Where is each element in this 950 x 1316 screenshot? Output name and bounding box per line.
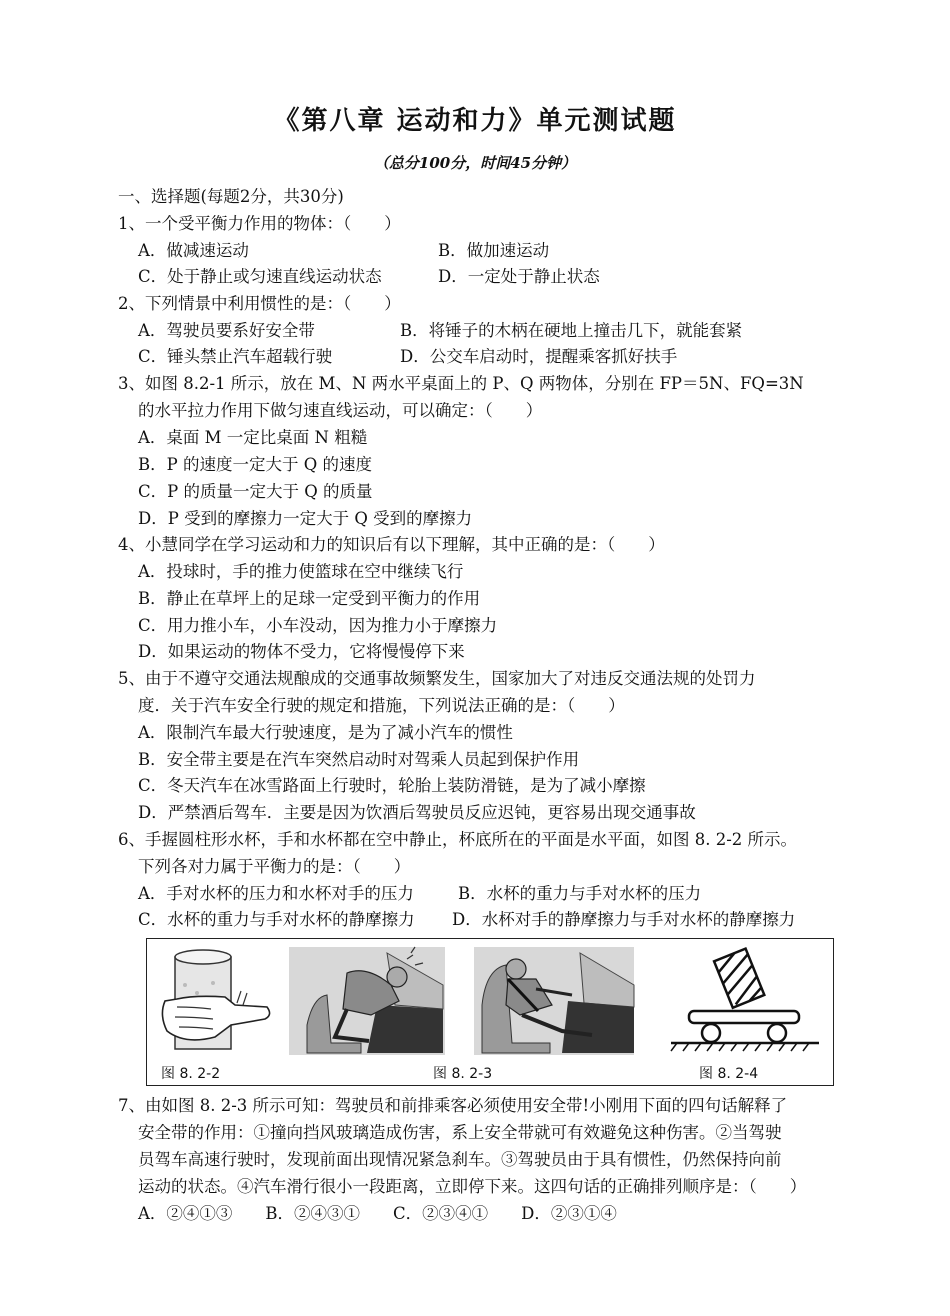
question-3-option-c: C．P 的质量一定大于 Q 的质量 bbox=[138, 482, 373, 501]
question-6-option-a: A．手对水杯的压力和水杯对手的压力 bbox=[138, 884, 414, 903]
question-4-stem: 4、小慧同学在学习运动和力的知识后有以下理解，其中正确的是：（ ） bbox=[118, 535, 665, 554]
question-5-option-c: C．冬天汽车在冰雪路面上行驶时，轮胎上装防滑链，是为了减小摩擦 bbox=[138, 776, 646, 795]
question-7-line-2: 安全带的作用：①撞向挡风玻璃造成伤害，系上安全带就可有效避免这种伤害。②当驾驶 bbox=[138, 1123, 782, 1142]
question-6-option-c: C．水杯的重力与手对水杯的静摩擦力 bbox=[138, 910, 415, 929]
question-2-stem: 2、下列情景中利用惯性的是：（ ） bbox=[118, 294, 401, 313]
question-1-option-a: A．做减速运动 bbox=[138, 241, 249, 260]
question-4-option-d: D．如果运动的物体不受力，它将慢慢停下来 bbox=[138, 642, 465, 661]
question-5-stem-line-2: 度．关于汽车安全行驶的规定和措施，下列说法正确的是：（ ） bbox=[138, 696, 625, 715]
question-2-option-d: D．公交车启动时，提醒乘客抓好扶手 bbox=[400, 347, 678, 366]
question-5-stem-line-1: 5、由于不遵守交通法规酿成的交通事故频繁发生，国家加大了对违反交通法规的处罚力 bbox=[118, 669, 756, 688]
figure-caption-8-2-3: 图 8. 2-3 bbox=[433, 1066, 493, 1082]
question-4-option-b: B．静止在草坪上的足球一定受到平衡力的作用 bbox=[138, 589, 481, 608]
question-3-stem-line-2: 的水平拉力作用下做匀速直线运动，可以确定：（ ） bbox=[138, 401, 543, 420]
question-3-option-d: D．P 受到的摩擦力一定大于 Q 受到的摩擦力 bbox=[138, 509, 473, 528]
question-1-stem: 1、一个受平衡力作用的物体：（ ） bbox=[118, 214, 401, 233]
question-6-stem-line-1: 6、手握圆柱形水杯，手和水杯都在空中静止，杯底所在的平面是水平面，如图 8. 2-2 所示。 bbox=[118, 830, 798, 849]
question-7-options: A．②④①③ B．②④③① C．②③④① D．②③①④ bbox=[138, 1204, 617, 1223]
question-7-line-1: 7、由如图 8. 2-3 所示可知：驾驶员和前排乘客必须使用安全带!小刚用下面的四句话解释了 bbox=[118, 1096, 788, 1115]
question-2-option-c: C．锤头禁止汽车超载行驶 bbox=[138, 347, 333, 366]
page-title: 《第八章 运动和力》单元测试题 bbox=[273, 106, 677, 136]
figure-panel bbox=[146, 938, 834, 1086]
question-5-option-d: D．严禁酒后驾车．主要是因为饮酒后驾驶员反应迟钝，更容易出现交通事故 bbox=[138, 803, 696, 822]
driver-seatbelt-figure bbox=[472, 945, 637, 1057]
page-subtitle: （总分100分，时间45分钟） bbox=[373, 154, 577, 172]
figure-caption-8-2-2: 图 8. 2-2 bbox=[161, 1066, 221, 1082]
question-6-stem-line-2: 下列各对力属于平衡力的是：（ ） bbox=[138, 857, 411, 876]
section-heading: 一、选择题(每题2分，共30分) bbox=[118, 187, 344, 206]
question-7-line-4: 运动的状态。④汽车滑行很小一段距离，立即停下来。这四句话的正确排列顺序是：（ ） bbox=[138, 1177, 807, 1196]
question-3-stem-line-1: 3、如图 8.2-1 所示，放在 M、N 两水平桌面上的 P、Q 两物体，分别在 FP＝5N、FQ=3N bbox=[118, 374, 804, 393]
question-6-option-d: D．水杯对手的静摩擦力与手对水杯的静摩擦力 bbox=[452, 910, 796, 929]
question-4-option-a: A．投球时，手的推力使篮球在空中继续飞行 bbox=[138, 562, 464, 581]
figure-caption-8-2-4: 图 8. 2-4 bbox=[699, 1066, 759, 1082]
question-3-option-b: B．P 的速度一定大于 Q 的速度 bbox=[138, 455, 372, 474]
question-1-option-c: C．处于静止或匀速直线运动状态 bbox=[138, 267, 382, 286]
question-5-option-b: B．安全带主要是在汽车突然启动时对驾乘人员起到保护作用 bbox=[138, 750, 580, 769]
question-5-option-a: A．限制汽车最大行驶速度，是为了减小汽车的惯性 bbox=[138, 723, 513, 742]
question-2-option-b: B．将锤子的木柄在硬地上撞击几下，就能套紧 bbox=[400, 321, 743, 340]
hand-holding-cup-figure bbox=[155, 945, 285, 1057]
block-on-cart-figure bbox=[659, 945, 829, 1057]
question-2-option-a: A．驾驶员要系好安全带 bbox=[138, 321, 315, 340]
driver-crash-figure bbox=[287, 945, 447, 1057]
question-3-option-a: A．桌面 M 一定比桌面 N 粗糙 bbox=[138, 428, 368, 447]
question-6-option-b: B．水杯的重力与手对水杯的压力 bbox=[458, 884, 702, 903]
question-1-option-d: D．一定处于静止状态 bbox=[438, 267, 600, 286]
question-4-option-c: C．用力推小车，小车没动，因为推力小于摩擦力 bbox=[138, 616, 498, 635]
question-7-line-3: 员驾车高速行驶时，发现前面出现情况紧急刹车。③驾驶员由于具有惯性，仍然保持向前 bbox=[138, 1150, 782, 1169]
question-1-option-b: B．做加速运动 bbox=[438, 241, 550, 260]
